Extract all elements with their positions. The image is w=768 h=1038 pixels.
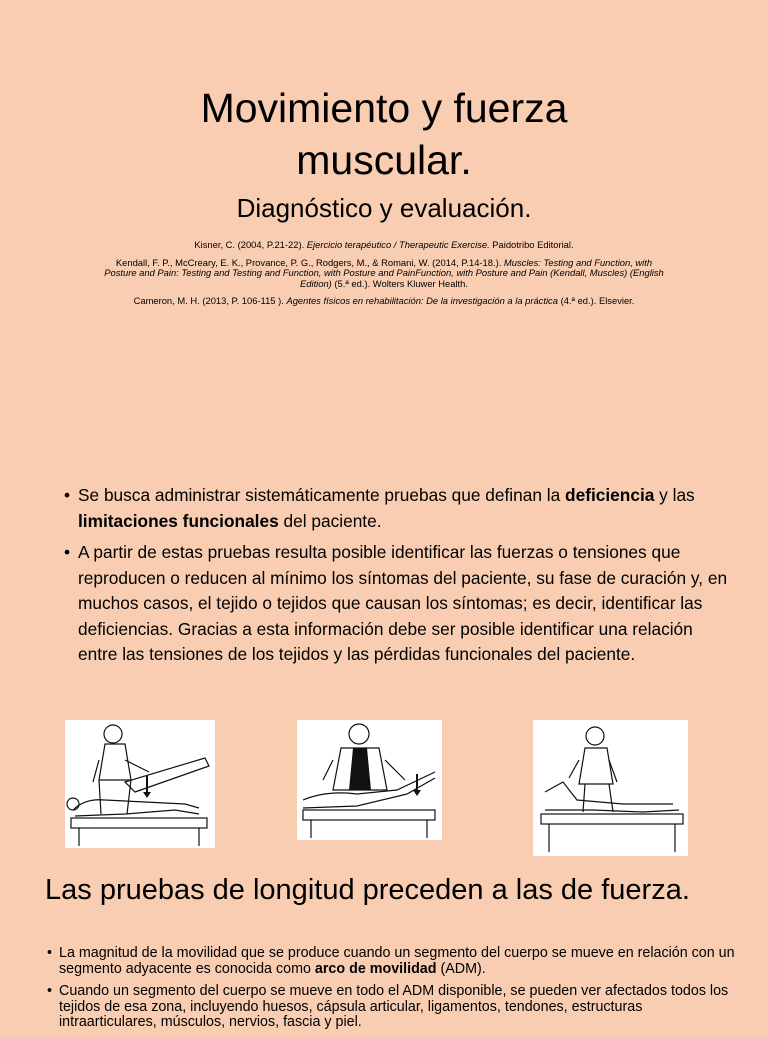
- bullet-item: [45, 946, 735, 977]
- slide2-bullet-list: [62, 483, 732, 674]
- ref-title: Muscles: Testing and Function, with Posture and Pain: Testing and Testing and Function, with Posture and PainFunction, with Posture and Pain (Kendall, Muscles) (English Edition): [104, 256, 664, 289]
- illustration-leg-length-test-3: [533, 720, 688, 856]
- bullet-bold: deficiencia: [565, 485, 655, 505]
- title-line-1: Movimiento y fuerza: [200, 85, 568, 131]
- bullet-glyph: •: [47, 983, 53, 999]
- bullet-glyph: •: [64, 485, 71, 505]
- ref-publisher: (5.ª ed.). Wolters Kluwer Health.: [331, 277, 468, 289]
- references: [100, 240, 668, 314]
- illustration-leg-length-test-1: [65, 720, 215, 848]
- bullet-bold: arco de movilidad: [314, 960, 437, 977]
- ref-publisher: (4.ª ed.). Elsevier.: [557, 295, 635, 306]
- reference-cameron: [100, 296, 668, 307]
- ref-publisher: Paidotribo Editorial.: [489, 239, 574, 250]
- title-line-2: muscular.: [296, 137, 472, 183]
- reference-kendall: [100, 258, 668, 290]
- bullet-text: La magnitud de la movilidad que se produce cuando un segmento del cuerpo se mueve en relación con un segmento adyacente es conocida como: [59, 945, 735, 977]
- reference-kisner: [100, 240, 668, 251]
- illustration-leg-length-test-2: [297, 720, 442, 840]
- slide-subtitle: Diagnóstico y evaluación.: [236, 193, 532, 223]
- ref-text: Kendall, F. P., McCreary, E. K., Provance, P. G., Rodgers, M., & Romani, W. (2014, P.14-18.).: [115, 256, 504, 268]
- figure-drawing-2: [297, 720, 442, 840]
- ref-title: Agentes físicos en rehabilitación: De la investigación a la práctica: [286, 295, 558, 306]
- figure-drawing-3: [533, 720, 688, 856]
- bullet-text: (ADM).: [436, 960, 486, 977]
- bullet-glyph: •: [64, 542, 71, 562]
- bullet-text: Cuando un segmento del cuerpo se mueve en todo el ADM disponible, se pueden ver afectados todos los tejidos de esa zona, incluyendo huesos, cápsula articular, ligamentos, tendones, estructuras intraarticulares, músculos, nervios, fascia y piel.: [59, 983, 729, 1030]
- slide-title: [0, 82, 768, 186]
- bullet-text: A partir de estas pruebas resulta posible identificar las fuerzas o tensiones que reproducen o reducen al mínimo los síntomas del paciente, su fase de curación y, en muchos casos, el tejido o tejidos que causan los síntomas; es decir, identificar las deficiencias. Gracias a esta información debe ser posible identificar una relación entre las tensiones de los tejidos y las pérdidas funcionales del paciente.: [78, 542, 728, 664]
- bullet-item: [62, 540, 732, 668]
- illustrations-row: [0, 720, 768, 860]
- bullet-text: y las: [654, 485, 695, 505]
- bullet-item: [62, 483, 732, 534]
- slide1-title-block: [0, 82, 768, 226]
- bullet-bold: limitaciones funcionales: [78, 510, 279, 531]
- bullet-glyph: •: [47, 945, 53, 961]
- ref-text: Cameron, M. H. (2013, P. 106-115 ).: [133, 295, 287, 306]
- figure-drawing-1: [65, 720, 215, 848]
- bullet-text: Se busca administrar sistemáticamente pruebas que definan la: [78, 485, 566, 505]
- bullet-text: del paciente.: [278, 510, 382, 531]
- ref-title: Ejercicio terapéutico / Therapeutic Exercise.: [306, 239, 490, 250]
- section-title: Las pruebas de longitud preceden a las de fuerza.: [45, 874, 690, 906]
- ref-text: Kisner, C. (2004, P.21-22).: [194, 239, 307, 250]
